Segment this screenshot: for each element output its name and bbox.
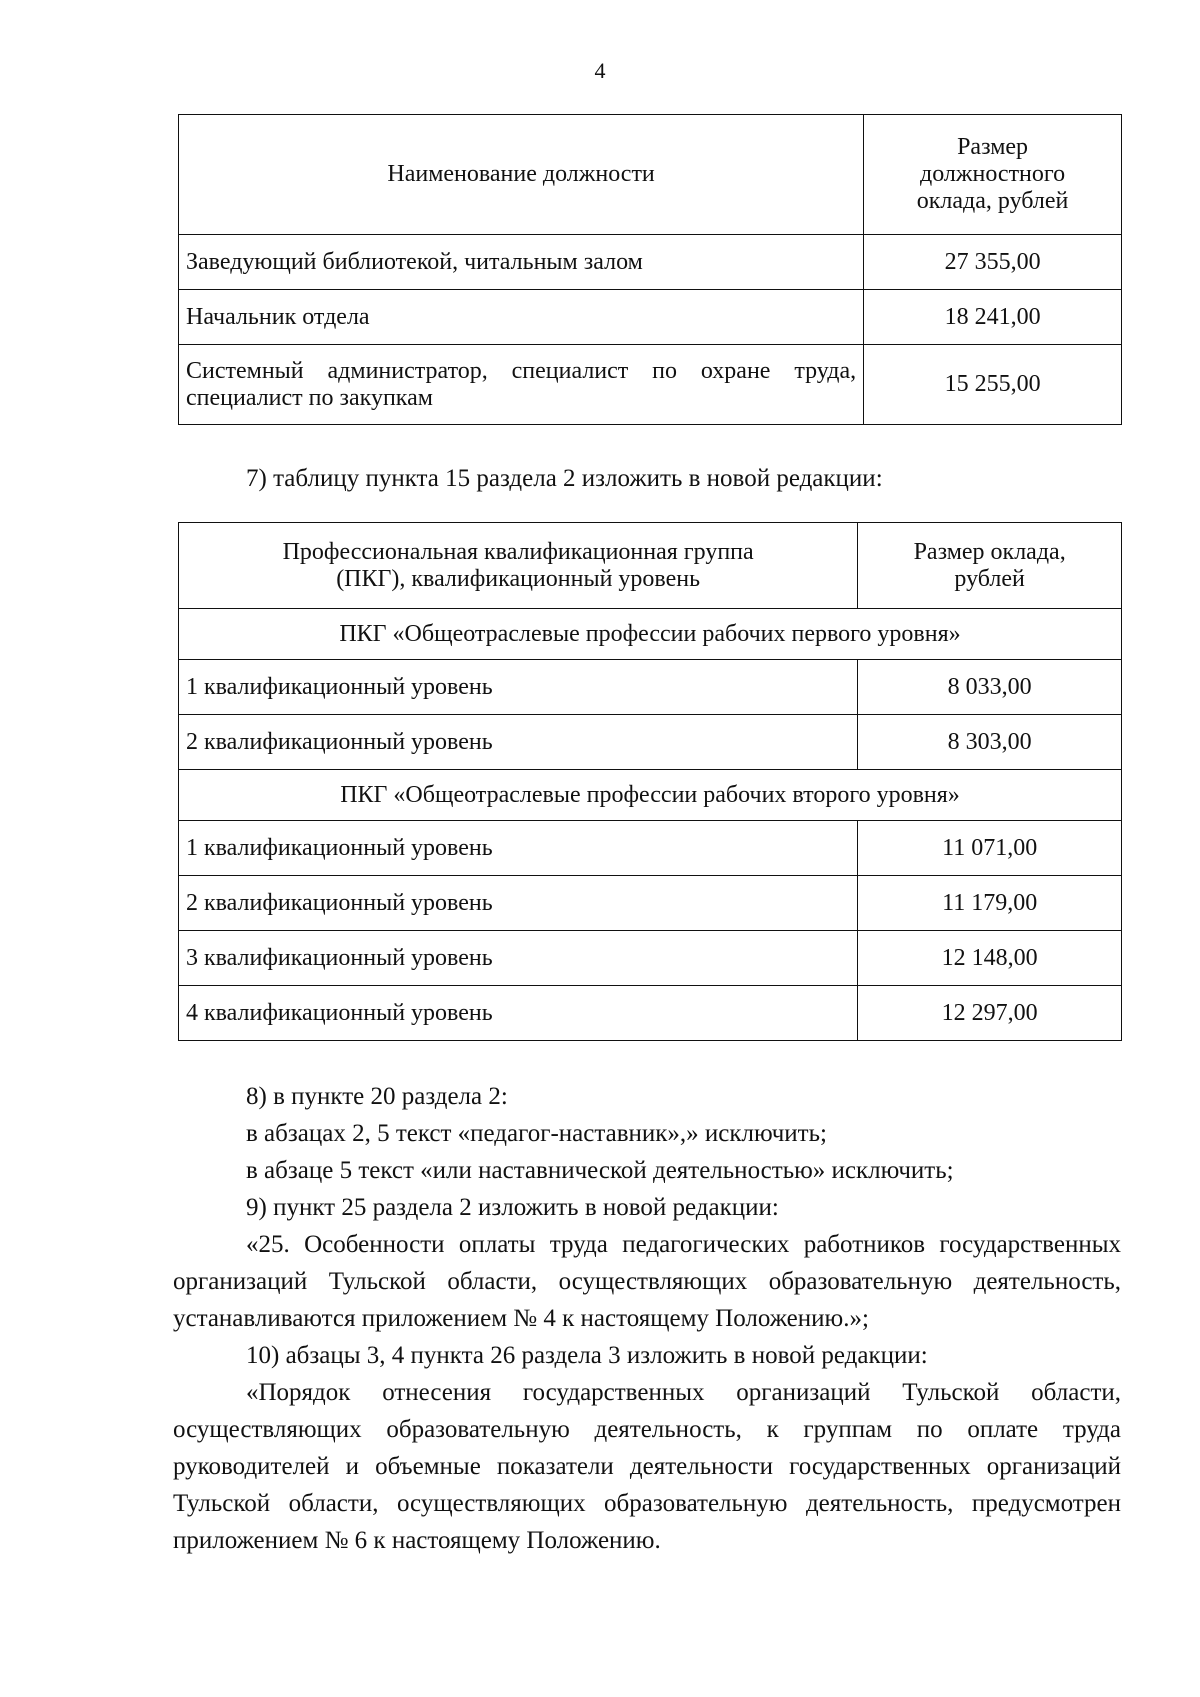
salary-value: 11 179,00 <box>858 876 1122 931</box>
paragraph-8-item-2: в абзаце 5 текст «или наставнической деятельностью» исключить; <box>246 1157 954 1184</box>
table-row <box>179 876 1122 931</box>
group-title: ПКГ «Общеотраслевые профессии рабочих второго уровня» <box>179 770 1122 821</box>
table-row <box>179 931 1122 986</box>
table-row <box>179 235 1122 290</box>
group-title-row <box>179 609 1122 660</box>
table-header-row <box>179 523 1122 609</box>
header-salary-size: Размер оклада, рублей <box>858 523 1122 609</box>
position-name: Начальник отдела <box>179 290 864 345</box>
paragraph-9: 9) пункт 25 раздела 2 изложить в новой редакции: <box>246 1194 779 1221</box>
paragraph-8: 8) в пункте 20 раздела 2: <box>246 1083 508 1110</box>
table-header-row <box>179 115 1122 235</box>
salary-table-pkg <box>178 522 1122 1041</box>
position-name: Заведующий библиотекой, читальным залом <box>179 235 864 290</box>
qualification-level: 2 квалификационный уровень <box>179 715 858 770</box>
table-row <box>179 660 1122 715</box>
table-row <box>179 986 1122 1041</box>
body-text <box>173 1078 1121 1559</box>
page-number: 4 <box>594 58 606 83</box>
position-name: Системный администратор, специалист по охране труда, специалист по закупкам <box>179 345 864 425</box>
salary-table-positions <box>178 114 1122 425</box>
table-row <box>179 715 1122 770</box>
qualification-level: 3 квалификационный уровень <box>179 931 858 986</box>
table-row <box>179 821 1122 876</box>
header-pkg-level: Профессиональная квалификационная группа (ПКГ), квалификационный уровень <box>179 523 858 609</box>
group-title: ПКГ «Общеотраслевые профессии рабочих первого уровня» <box>179 609 1122 660</box>
qualification-level: 1 квалификационный уровень <box>179 660 858 715</box>
header-position-name: Наименование должности <box>179 115 864 235</box>
salary-value: 18 241,00 <box>864 290 1122 345</box>
paragraph-8-item-1: в абзацах 2, 5 текст «педагог-наставник»,» исключить; <box>246 1120 827 1147</box>
paragraph-10-quote: «Порядок отнесения государственных организаций Тульской области, осуществляющих образовательную деятельность, к группам по оплате труда руководителей и объемные показатели деятельности государственных организаций Тульской области, осуществляющих образовательную деятельность, предусмотрен приложением № 6 к настоящему Положению. <box>173 1379 1121 1554</box>
salary-value: 8 303,00 <box>858 715 1122 770</box>
salary-value: 12 148,00 <box>858 931 1122 986</box>
table-row <box>179 345 1122 425</box>
paragraph-7: 7) таблицу пункта 15 раздела 2 изложить в новой редакции: <box>246 465 883 492</box>
table-row <box>179 290 1122 345</box>
header-salary-size: Размер должностного оклада, рублей <box>864 115 1122 235</box>
salary-value: 8 033,00 <box>858 660 1122 715</box>
salary-value: 27 355,00 <box>864 235 1122 290</box>
paragraph-9-quote: «25. Особенности оплаты труда педагогических работников государственных организаций Тульской области, осуществляющих образовательную деятельность, устанавливаются приложением № 4 к настоящему Положению.»; <box>173 1231 1121 1332</box>
salary-value: 12 297,00 <box>858 986 1122 1041</box>
group-title-row <box>179 770 1122 821</box>
qualification-level: 2 квалификационный уровень <box>179 876 858 931</box>
qualification-level: 4 квалификационный уровень <box>179 986 858 1041</box>
paragraph-10: 10) абзацы 3, 4 пункта 26 раздела 3 изложить в новой редакции: <box>246 1342 928 1369</box>
salary-value: 15 255,00 <box>864 345 1122 425</box>
salary-value: 11 071,00 <box>858 821 1122 876</box>
qualification-level: 1 квалификационный уровень <box>179 821 858 876</box>
